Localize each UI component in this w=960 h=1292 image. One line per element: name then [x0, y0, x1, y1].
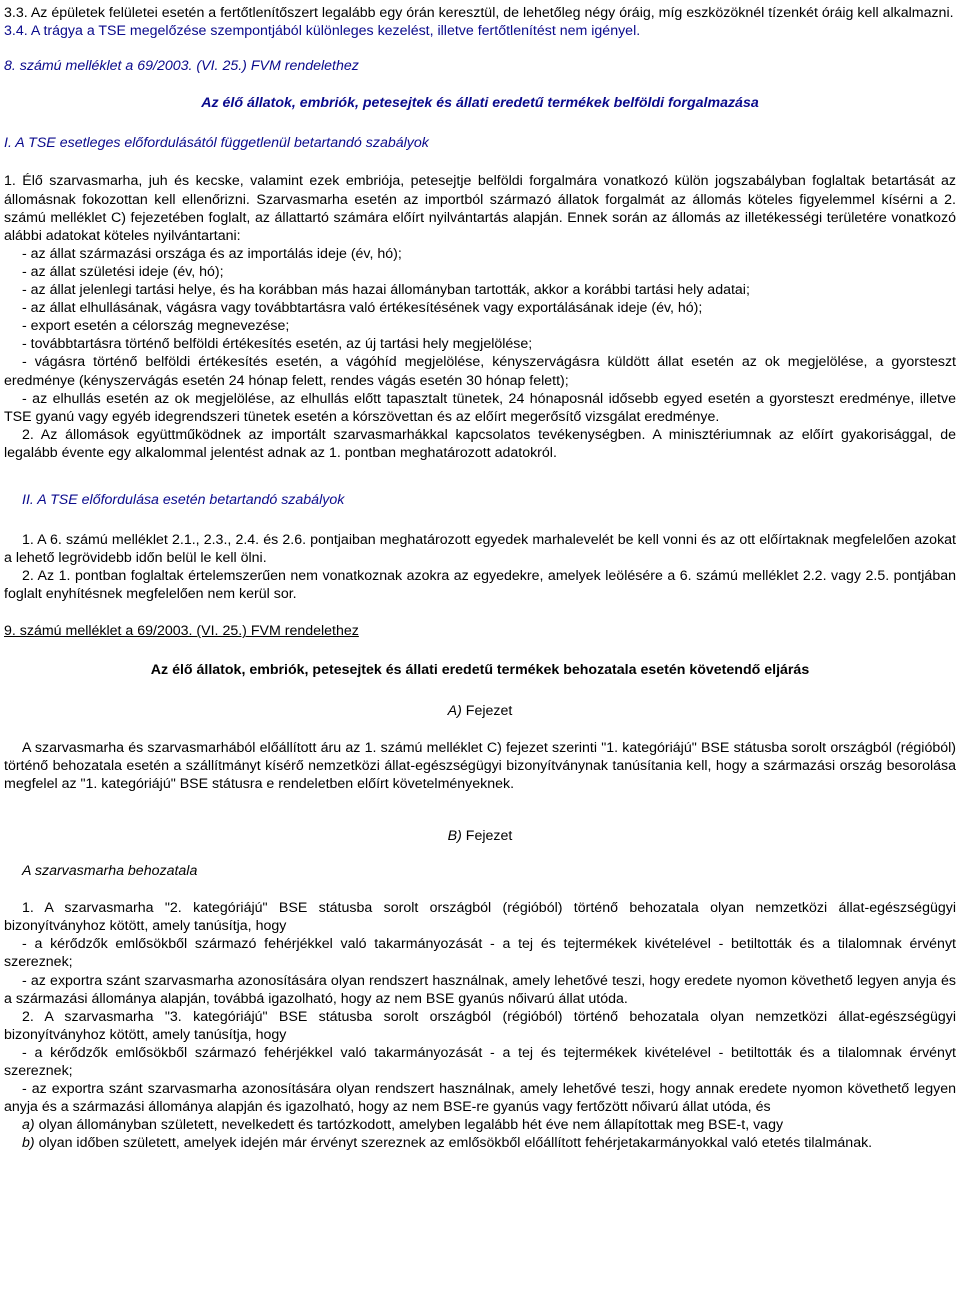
- section-1-paragraph-2: 2. Az állomások együttműködnek az importált szarvasmarhákkal kapcsolatos tevékenységben. A minisztériumnak az előírt gyakorisággal, de legalább évente egy alkalommal jelentést adnak az 1. pontban meghatározott adatokról.: [4, 426, 956, 461]
- list-item: - az állat származási országa és az importálás ideje (év, hó);: [22, 245, 402, 262]
- chapter-b-subheading: A szarvasmarha behozatala: [22, 863, 198, 880]
- chapter-b-paragraph-2: 2. A szarvasmarha "3. kategóriájú" BSE státusba sorolt országból (régióból) történő behozatala olyan nemzetközi állat-egészségügyi bizonyítványhoz kötött, amely tanúsítja, hogy: [4, 1008, 956, 1043]
- list-item: - továbbtartásra történő belföldi értékesítés esetén, az új tartási hely megjelölése;: [22, 336, 533, 353]
- document-page: [0, 4, 960, 1292]
- list-item: - az állat születési ideje (év, hó);: [22, 263, 224, 280]
- list-item: - a kérődzők emlősökből származó fehérjékkel való takarmányozását - a tej és tejtermékek kivételével - betiltották és a tilalomnak érvényt szereznek;: [4, 936, 956, 971]
- sub-item-b: [4, 1134, 956, 1152]
- list-item: - az exportra szánt szarvasmarha azonosítására olyan rendszert használnak, amely lehetővé teszi, hogy annak eredete nyomon követhető legyen anyja és a származási állománya alapján és igazolható, hogy az nem BSE-re gyanús vagy fertőzött nőivarú állat utóda, és: [4, 1081, 956, 1116]
- annex-9-title: Az élő állatok, embriók, petesejtek és állati eredetű termékek behozatala esetén követendő eljárás: [150, 661, 810, 678]
- section-1-paragraph-1: 1. Élő szarvasmarha, juh és kecske, valamint ezek embriója, petesejtje belföldi forgalmára vonatkozó külön jogszabályban foglaltak betartását az állomásnak fokozottan kell ellenőrizni. Szarvasmarha esetén az importból származó állatok forgalmát az állomás köteles figyelemmel kísérni a 2. számú melléklet C) fejezetében foglalt, az állattartó számára előírt nyilvántartás alapján. Ennek során az állomás az illetékességi területére vonatkozó alábbi adatokat köteles nyilvántartani:: [4, 173, 956, 244]
- paragraph-3-3: 3.3. Az épületek felületei esetén a fertőtlenítőszert legalább egy órán keresztül, de lehetőleg négy óráig, míg eszközöknél tízenkét óráig kell alkalmazni.: [4, 5, 954, 21]
- section-2-heading: II. A TSE előfordulása esetén betartandó szabályok: [22, 491, 345, 508]
- chapter-b-heading: B) Fejezet: [447, 828, 513, 844]
- annex-8-title: Az élő állatok, embriók, petesejtek és állati eredetű termékek belföldi forgalmazása: [201, 95, 759, 112]
- section-2-paragraph-2: 2. Az 1. pontban foglaltak értelemszerűen nem vonatkoznak azokra az egyedekre, amelyek leölésére a 6. számú melléklet 2.2. vagy 2.5. pontjában foglalt enyhítésnek megfelelően nem kerül sor.: [4, 568, 956, 603]
- section-2-paragraph-1: 1. A 6. számú melléklet 2.1., 2.3., 2.4. és 2.6. pontjaiban meghatározott egyedek marhalevelét be kell vonni és az ott előírtaknak megfelelően azokat a lehető legrövidebb időn belül le kell ölni.: [4, 532, 956, 567]
- list-item: - az elhullás esetén az ok megjelölése, az elhullás előtt tapasztalt tünetek, 24 hónaposnál idősebb egyed esetén a gyorsteszt eredménye, illetve TSE gyanú vagy egyéb idegrendszeri tünetek esetén a kórszövettan és az előírt megerősítő vizsgálat eredménye.: [4, 390, 956, 425]
- annex-8-reference: 8. számú melléklet a 69/2003. (VI. 25.) FVM rendelethez: [4, 58, 359, 75]
- chapter-a-heading-text: Fejezet: [461, 702, 513, 719]
- chapter-a-heading: A) Fejezet: [447, 702, 513, 719]
- paragraph-3-4: 3.4. A trágya a TSE megelőzése szempontjából különleges kezelést, illetve fertőtlenítést nem igényel.: [4, 23, 641, 40]
- sub-item-a: [4, 1116, 956, 1134]
- chapter-a-paragraph: A szarvasmarha és szarvasmarhából előállított áru az 1. számú melléklet C) fejezet szerinti "1. kategóriájú" BSE státusba sorolt országból (régióból) történő behozatala esetén a szállítmányt kísérő nemzetközi állat-egészségügyi bizonyítványnak tanúsítania kell, hogy a származási ország besorolása megfelel az "1. kategóriájú" BSE státusra e rendeletben előírt követelményeknek.: [4, 739, 956, 792]
- section-1-heading: I. A TSE esetleges előfordulásától függetlenül betartandó szabályok: [4, 135, 429, 152]
- list-item: - az állat jelenlegi tartási helye, és ha korábban más hazai állományban tartották, akkor a korábbi tartási hely adatai;: [22, 282, 750, 299]
- list-item: - a kérődzők emlősökből származó fehérjékkel való takarmányozását - a tej és tejtermékek kivételével - betiltották és a tilalomnak érvényt szereznek;: [4, 1044, 956, 1080]
- list-item: - az exportra szánt szarvasmarha azonosítására olyan rendszert használnak, amely lehetővé teszi, hogy eredete nyomon követhető legyen anyja és a származási állománya alapján, továbbá igazolható, hogy az nem BSE gyanús nőivarú állat utóda.: [4, 972, 956, 1007]
- sub-item-a-text: olyan állományban született, nevelkedett és tartózkodott, amelyben legalább hét éve nem állapítottak meg BSE-t, vagy: [34, 1117, 784, 1134]
- list-item: - vágásra történő belföldi értékesítés esetén, a vágóhíd megjelölése, kényszervágásra küldött állat esetén az ok megjelölése, a gyorsteszt eredménye (kényszervágás esetén 24 hónap felett, rendes vágás esetén 30 hónap felett);: [4, 354, 956, 389]
- sub-item-a-label: a): [22, 1117, 35, 1134]
- sub-item-b-label: b): [22, 1135, 35, 1152]
- chapter-b-paragraph-1: 1. A szarvasmarha "2. kategóriájú" BSE státusba sorolt országból (régióból) történő behozatala olyan nemzetközi állat-egészségügyi bizonyítványhoz kötött, amely tanúsítja, hogy: [4, 900, 956, 935]
- list-item: - az állat elhullásának, vágásra vagy továbbtartásra való értékesítésének vagy exportálásának ideje (év, hó);: [22, 300, 703, 317]
- section-1-list: [4, 245, 956, 426]
- sub-item-b-text: olyan időben született, amelyek idején már érvényt szereznek az emlősökből előállított fehérjetakarmányokkal való etetés tilalmának.: [34, 1135, 873, 1152]
- list-item: - export esetén a célország megnevezése;: [22, 318, 290, 335]
- chapter-b-heading-text: Fejezet: [461, 828, 513, 844]
- annex-9-reference: 9. számú melléklet a 69/2003. (VI. 25.) FVM rendelethez: [4, 623, 359, 640]
